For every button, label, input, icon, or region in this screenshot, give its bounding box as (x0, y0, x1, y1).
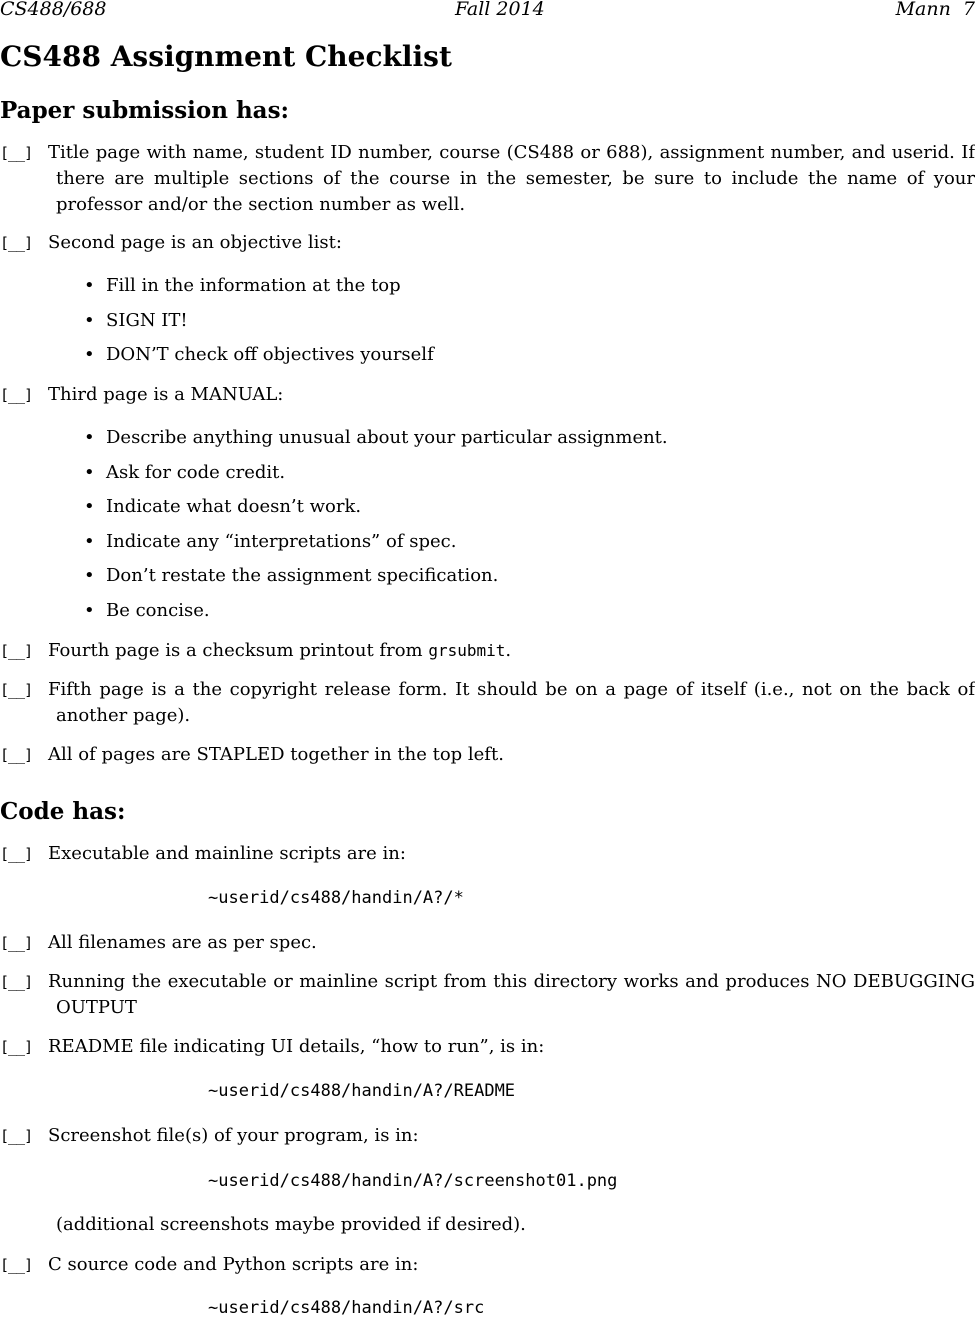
checkbox[interactable]: [__] (0, 144, 33, 162)
list-item: • Be concise. (84, 599, 668, 634)
item-text: Fifth page is a the copyright release form. It should be on a page of itself (i.e., not on the back of another page). (48, 679, 975, 726)
code-item-screenshot (0, 1123, 975, 1149)
code-item-filenames (0, 930, 975, 956)
list-item: • Describe anything unusual about your particular assignment. (84, 426, 668, 461)
paper-item-manual (0, 382, 975, 408)
item-text: Executable and mainline scripts are in: (48, 843, 406, 864)
item-text: Third page is a MANUAL: (48, 384, 284, 405)
list-item: • Indicate any “interpretations” of spec. (84, 530, 668, 565)
checkbox[interactable]: [__] (0, 746, 33, 764)
running-header (0, 0, 975, 26)
paper-section-heading: Paper submission has: (0, 97, 290, 124)
manual-bullets (84, 426, 668, 633)
item-text-end: . (505, 640, 512, 661)
checkbox[interactable]: [__] (0, 681, 33, 699)
code-item-readme (0, 1034, 975, 1060)
code-section-heading: Code has: (0, 798, 126, 825)
paper-item-copyright (0, 677, 975, 729)
code-item-no-debug (0, 969, 975, 1021)
code-item-executable (0, 841, 975, 867)
paper-item-stapled (0, 742, 975, 768)
path-src: ~userid/cs488/handin/A?/src (208, 1298, 485, 1318)
header-term: Fall 2014 (455, 0, 545, 20)
item-text: Title page with name, student ID number, course (CS488 or 688), assignment number, and userid. If there are multiple sections of the course in the semester, be sure to include the name of your professor and/or the section number as well. (48, 142, 975, 215)
item-text (48, 638, 975, 664)
item-text: All filenames are as per spec. (48, 932, 317, 953)
path-readme: ~userid/cs488/handin/A?/README (208, 1081, 516, 1101)
checkbox[interactable]: [__] (0, 1127, 33, 1145)
paper-item-objective-list (0, 230, 975, 256)
checkbox[interactable]: [__] (0, 234, 33, 252)
path-screenshot: ~userid/cs488/handin/A?/screenshot01.png (208, 1171, 618, 1191)
objective-bullets (84, 274, 434, 378)
item-text: Second page is an objective list: (48, 232, 342, 253)
list-item: • SIGN IT! (84, 309, 434, 344)
checkbox[interactable]: [__] (0, 1038, 33, 1056)
path-handin: ~userid/cs488/handin/A?/* (208, 888, 464, 908)
checkbox[interactable]: [__] (0, 642, 33, 660)
item-text-lead: Fourth page is a checksum printout from (48, 640, 429, 661)
paper-item-checksum (0, 638, 975, 664)
item-text: Running the executable or mainline script from this directory works and produces NO DEBUGGING OUTPUT (48, 971, 975, 1018)
list-item: • DON’T check off objectives yourself (84, 343, 434, 378)
item-text: C source code and Python scripts are in: (48, 1254, 419, 1275)
checkbox[interactable]: [__] (0, 934, 33, 952)
item-text: README file indicating UI details, “how to run”, is in: (48, 1036, 545, 1057)
screenshot-note: (additional screenshots maybe provided if desired). (56, 1214, 526, 1235)
page-title: CS488 Assignment Checklist (0, 40, 452, 73)
checkbox[interactable]: [__] (0, 386, 33, 404)
header-page-number: Mann 7 (895, 0, 975, 20)
header-course: CS488/688 (0, 0, 107, 20)
list-item: • Ask for code credit. (84, 461, 668, 496)
list-item: • Don’t restate the assignment specification. (84, 564, 668, 599)
list-item: • Indicate what doesn’t work. (84, 495, 668, 530)
command-grsubmit: grsubmit (428, 641, 506, 660)
paper-item-title-page (0, 140, 975, 218)
item-text: Screenshot file(s) of your program, is in: (48, 1125, 419, 1146)
checkbox[interactable]: [__] (0, 973, 33, 991)
item-text: All of pages are STAPLED together in the top left. (48, 744, 504, 765)
code-item-source (0, 1252, 975, 1278)
list-item: • Fill in the information at the top (84, 274, 434, 309)
checkbox[interactable]: [__] (0, 845, 33, 863)
checkbox[interactable]: [__] (0, 1256, 33, 1274)
